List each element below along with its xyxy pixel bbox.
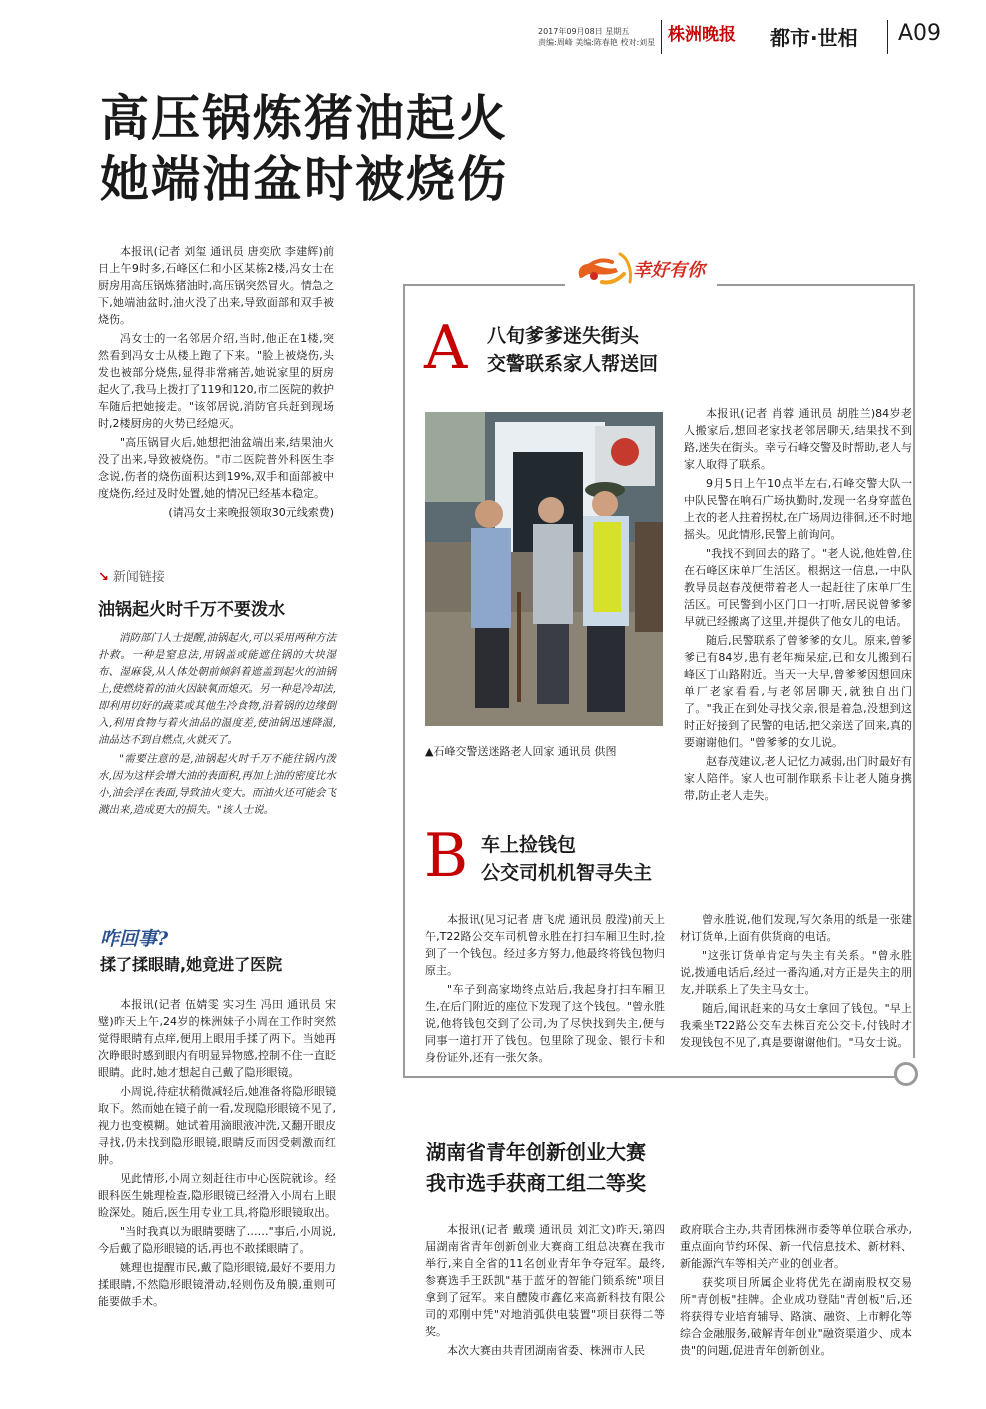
- story-paragraph: 本报讯(记者 刘玺 通讯员 唐奕欣 李建辉)前日上午9时多,石峰区仁和小区某栋2楼,冯女士在厨房用高压锅炼猪油时,高压锅突然冒火。情急之下,她端油盆时,油火没了出来,导致面部和双手被烧伤。: [98, 245, 334, 326]
- main-headline: [100, 88, 508, 210]
- what-happened-title: 揉了揉眼睛,她竟进了医院: [100, 955, 283, 974]
- news-link-label: 新闻链接: [112, 570, 165, 585]
- story-paragraph: 本报讯(记者 伍婧雯 实习生 冯田 通讯员 宋璧)昨天上午,24岁的株洲妹子小周在工作时突然觉得眼睛有点痒,便用上眼用手揉了两下。当她再次睁眼时感到眼内有明显异物感,控制不住一直眨眼睛。此时,她才想起自己戴了隐形眼镜。: [98, 998, 336, 1079]
- frame-line: [913, 284, 915, 1058]
- story-paragraph: 小周说,待症状稍微减轻后,她准备将隐形眼镜取下。然而她在镜子前一看,发现隐形眼镜不见了,视力也变模糊。她试着用滴眼液冲洗,又翻开眼皮寻找,仍未找到隐形眼镜,眼睛反而因受刺激而红肿。: [98, 1085, 336, 1166]
- story-a-title-line-1: 八旬爹爹迷失街头: [487, 325, 640, 347]
- story-b-body-right: [680, 911, 912, 1053]
- lucky-section-title: 幸好有你: [633, 260, 705, 281]
- story-paragraph: 赵春茂建议,老人记忆力减弱,出门时最好有家人陪伴。家人也可制作联系卡让老人随身携带,防止老人走失。: [684, 755, 912, 802]
- story-b-title-line-1: 车上捡钱包: [481, 834, 577, 856]
- header-divider: [661, 20, 662, 54]
- photo-caption: ▲石峰交警送迷路老人回家 通讯员 供图: [425, 745, 617, 758]
- header-divider: [887, 20, 888, 54]
- news-link-body: [98, 630, 336, 821]
- news-link-tag: [98, 566, 165, 585]
- story-a-title: [487, 322, 658, 378]
- story-paragraph: 9月5日上午10点半左右,石峰交警大队一中队民警在响石广场执勤时,发现一名身穿蓝色上衣的老人拄着拐杖,在广场周边徘徊,还不时地摇头。见此情形,民警上前询问。: [684, 477, 912, 541]
- story-paragraph: 见此情形,小周立刻赶往市中心医院就诊。经眼科医生姚理检查,隐形眼镜已经滑入小周右上眼睑深处。随后,医生用专业工具,将隐形眼镜取出。: [98, 1172, 336, 1219]
- story-paragraph: 随后,民警联系了曾爹爹的女儿。原来,曾爹爹已有84岁,患有老年痴呆症,已和女儿搬到石峰区丁山路附近。当天一大早,曾爹爹因想回床单厂老家看看,与老邻居聊天,就独自出门了。"我正在到处寻找父亲,很是着急,没想到这时正好接到了民警的电话,把父亲送了回来,真的要谢谢他们。"曾爹爹的女儿说。: [684, 634, 912, 749]
- headline-line-1: 高压锅炼猪油起火: [100, 90, 509, 147]
- story-paragraph: "需要注意的是,油锅起火时千万不能往锅内泼水,因为这样会增大油的表面积,再加上油的密度比水小,油会浮在表面,导致油火变大。而油火还可能会飞溅出来,造成更大的损失。"该人士说。: [98, 753, 336, 816]
- news-link-title: 油锅起火时千万不要泼水: [98, 600, 285, 620]
- story-paragraph: 随后,闻讯赶来的马女士拿回了钱包。"早上我乘坐T22路公交车去株百充公交卡,付钱时才发现钱包不见了,真是要谢谢他们。"马女士说。: [680, 1002, 912, 1049]
- story-paragraph: 本报讯(见习记者 唐飞虎 通讯员 殷滢)前天上午,T22路公交车司机曾永胜在打扫车厢卫生时,捡到了一个钱包。经过多方努力,他最终将钱包物归原主。: [425, 913, 665, 977]
- hunan-body-left: [425, 1221, 665, 1361]
- police-photo: [425, 412, 663, 726]
- story-b-title-line-2: 公交司机机智寻失主: [481, 862, 653, 884]
- hands-icon: [572, 248, 634, 296]
- what-happened-body: [98, 996, 336, 1312]
- story-paragraph: "这张订货单肯定与失主有关系。"曾永胜说,拨通电话后,经过一番沟通,对方正是失主的朋友,并联系上了失主马女士。: [680, 949, 912, 996]
- what-happened-tag: 咋回事?: [100, 928, 169, 950]
- hunan-body-right: [680, 1221, 912, 1361]
- story-paragraph: 本报讯(记者 肖蓉 通讯员 胡胜兰)84岁老人搬家后,想回老家找老邻居聊天,结果找不到路,迷失在街头。幸亏石峰交警及时帮助,老人与家人取得了联系。: [684, 407, 912, 471]
- section-name: 都市·世相: [770, 26, 858, 50]
- frame-line: [717, 284, 915, 286]
- story-paragraph: 消防部门人士提醒,油锅起火,可以采用两种方法扑救。一种是窒息法,用锅盖或能遮住锅的大块湿布、湿麻袋,从人体处朝前倾斜着遮盖到起火的油锅上,使燃烧着的油火因缺氧而熄灭。另一种是冷却法,即利用切好的蔬菜或其他生冷食物,沿着锅的边缘倒入,利用食物与着火油品的温度差,使油锅迅速降温,油品达不到自燃点,火就灭了。: [98, 632, 336, 746]
- story-b-letter: B: [424, 821, 469, 891]
- story-a-body: [684, 405, 912, 806]
- story-paragraph: 姚理也提醒市民,戴了隐形眼镜,最好不要用力揉眼睛,不然隐形眼镜滑动,轻则伤及角膜,重则可能要做手术。: [98, 1261, 336, 1308]
- main-story-body: [98, 243, 334, 523]
- story-b-title: [481, 831, 652, 887]
- story-a-title-line-2: 交警联系家人帮送回: [487, 353, 659, 375]
- arrow-icon: ↘: [98, 570, 109, 585]
- story-paragraph: 本报讯(记者 戴璞 通讯员 刘汇文)昨天,第四届湖南省青年创新创业大赛商工组总决赛在我市举行,来自全省的11名创业青年争夺冠军。最终,参赛选手王跃凯"基于蓝牙的智能门锁系统"项目拿到了冠军。来自醴陵市鑫亿来高新科技有限公司的邓刚中凭"对地消弧供电装置"项目获得二等奖。: [425, 1223, 665, 1338]
- story-paragraph: "车子到高家坳终点站后,我起身打扫车厢卫生,在后门附近的座位下发现了这个钱包。"曾永胜说,他将钱包交到了公司,为了尽快找到失主,便与同事一道打开了钱包。包里除了现金、银行卡和身份证外,还有一张欠条。: [425, 983, 665, 1064]
- story-paragraph: "我找不到回去的路了。"老人说,他姓曾,住在石峰区床单厂生活区。根据这一信息,一中队教导员赵春茂便带着老人一起赶往了床单厂生活区。可民警到小区门口一打听,居民说曾爹爹早就已经搬离了这里,并提供了他女儿的电话。: [684, 547, 912, 628]
- story-b-body-left: [425, 911, 665, 1068]
- story-credit: (请冯女士来晚报领取30元线索费): [168, 506, 334, 519]
- story-paragraph: 政府联合主办,共青团株洲市委等单位联合承办,重点面向节约环保、新一代信息技术、新材料、新能源汽车等相关产业的创业者。: [680, 1223, 912, 1270]
- issue-date: 2017年09月08日 星期五: [538, 27, 630, 36]
- story-paragraph: 获奖项目所属企业将优先在湖南股权交易所"青创板"挂牌。企业成功登陆"青创板"后,还将获得专业培育辅导、路演、融资、上市孵化等综合金融服务,破解青年创业"融资渠道少、成本贵"的问题,促进青年创新创业。: [680, 1276, 912, 1357]
- newspaper-logo: 株洲晚报: [668, 25, 736, 45]
- hunan-title-line-2: 我市选手获商工组二等奖: [426, 1171, 646, 1195]
- hunan-story-title: [426, 1137, 646, 1199]
- story-paragraph: 冯女士的一名邻居介绍,当时,他正在1楼,突然看到冯女士从楼上跑了下来。"脸上被烧伤,头发也被部分烧焦,显得非常痛苦,她说家里的厨房起火了,我马上拨打了119和120,市二医院的救护车随后把她接走。"该邻居说,消防官兵赶到现场时,2楼厨房的火势已经熄灭。: [98, 332, 334, 430]
- story-paragraph: 本次大赛由共青团湖南省委、株洲市人民: [447, 1344, 645, 1357]
- ring-icon: [894, 1062, 918, 1086]
- story-paragraph: "当时我真以为眼睛要瞎了……"事后,小周说,今后戴了隐形眼镜的话,再也不敢揉眼睛了。: [98, 1225, 336, 1255]
- staff-credits: 责编:周峰 美编:陈春艳 校对:刘星: [538, 38, 656, 47]
- headline-line-2: 她端油盆时被烧伤: [100, 151, 509, 208]
- header-dateline: [538, 26, 655, 48]
- frame-line: [403, 284, 565, 286]
- story-a-letter: A: [424, 313, 468, 383]
- page-number: A09: [898, 21, 942, 46]
- story-paragraph: "高压锅冒火后,她想把油盆端出来,结果油火没了出来,导致被烧伤。"市二医院普外科医生李念说,伤者的烧伤面积达到19%,双手和面部被中度烧伤,经过及时处置,她的情况已经基本稳定。: [98, 436, 334, 500]
- hunan-title-line-1: 湖南省青年创新创业大赛: [426, 1140, 646, 1164]
- story-paragraph: 曾永胜说,他们发现,写欠条用的纸是一张建材订货单,上面有供货商的电话。: [680, 913, 912, 943]
